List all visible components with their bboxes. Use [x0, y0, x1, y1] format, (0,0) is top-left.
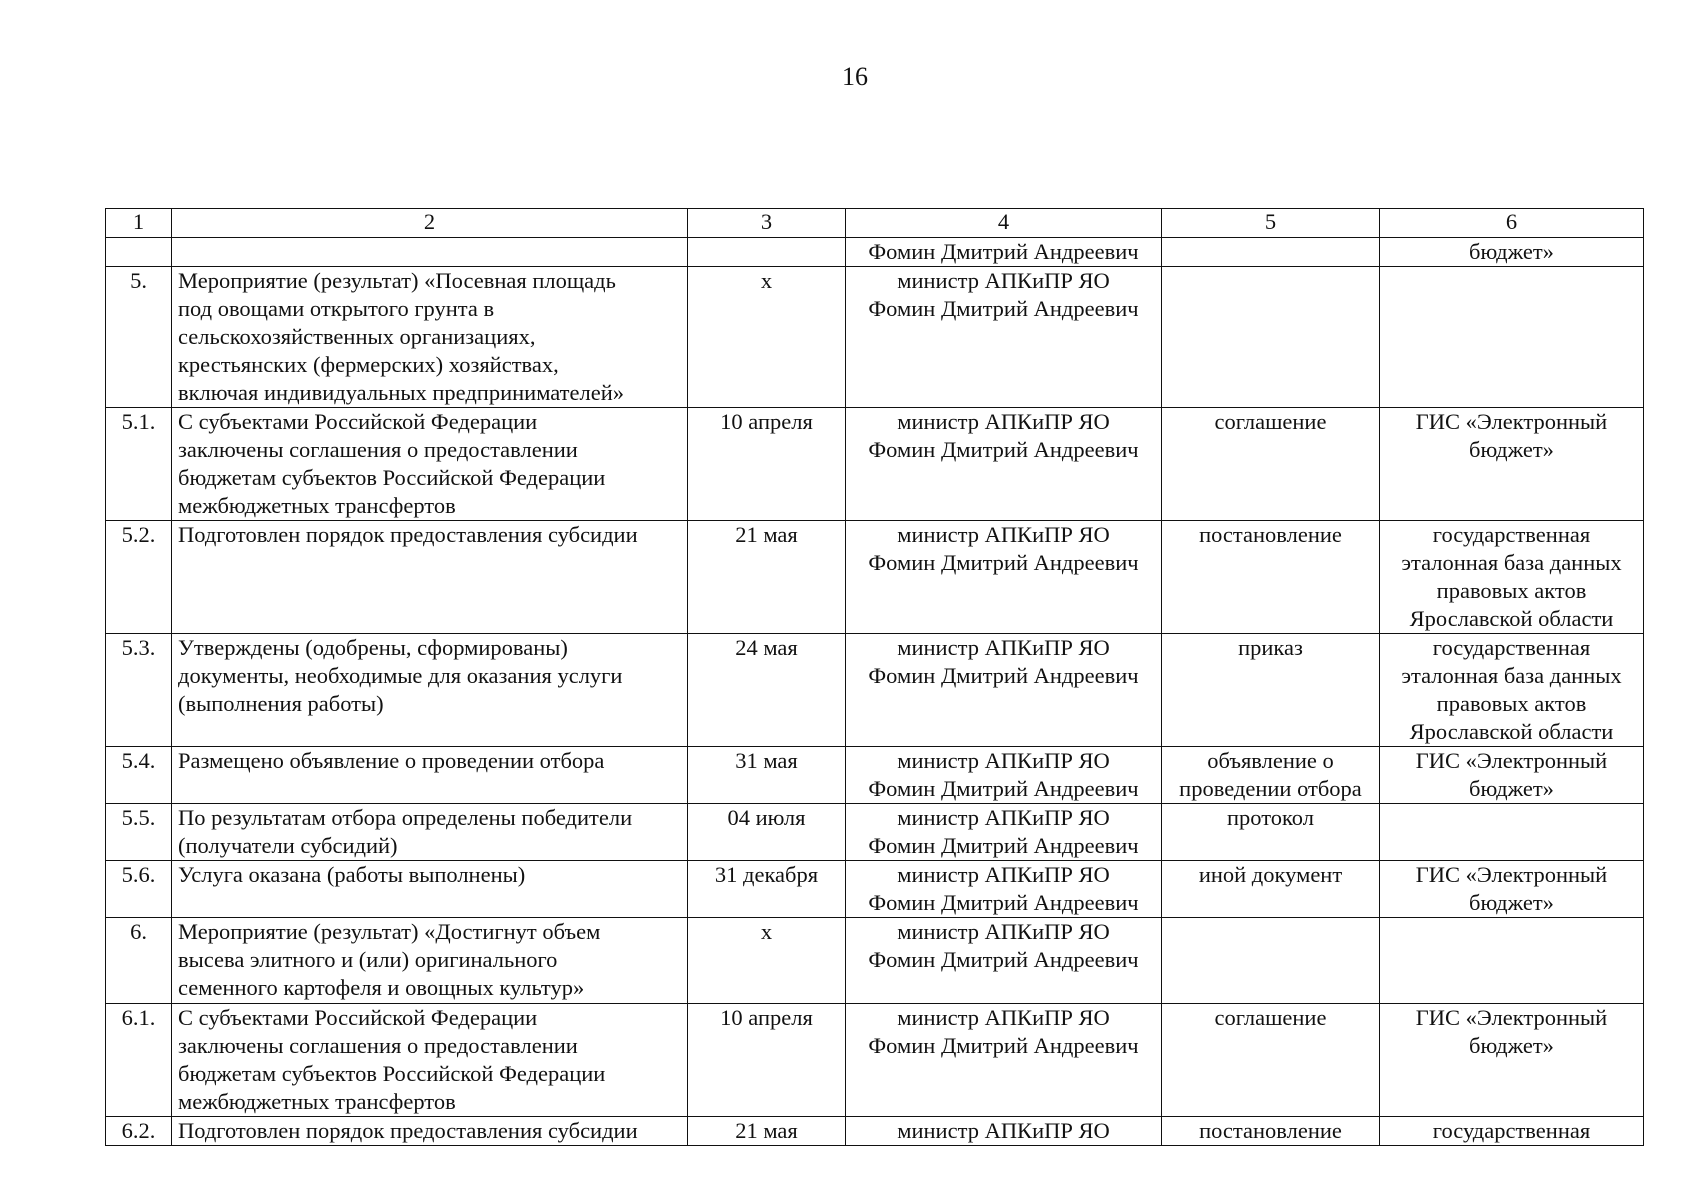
table-row [106, 804, 1644, 861]
table-row [106, 267, 1644, 408]
responsible-cell: министр АПКиПР ЯО [846, 1117, 1162, 1146]
item-name-cell: Подготовлен порядок предоставления субсидии [172, 521, 688, 634]
item-number-cell: 6.1. [106, 1004, 172, 1117]
info-system-cell: ГИС «Электронный бюджет» [1380, 747, 1644, 804]
item-number-cell: 5.5. [106, 804, 172, 861]
document-type-cell: соглашение [1162, 408, 1380, 521]
responsible-cell: министр АПКиПР ЯО Фомин Дмитрий Андреевич [846, 521, 1162, 634]
column-number-cell: 5 [1162, 209, 1380, 238]
item-number-cell: 5. [106, 267, 172, 408]
info-system-cell: государственная эталонная база данных правовых актов Ярославской области [1380, 521, 1644, 634]
table-row [106, 918, 1644, 1004]
document-type-cell: постановление [1162, 521, 1380, 634]
table-row [106, 747, 1644, 804]
column-number-cell: 6 [1380, 209, 1644, 238]
item-name-cell [172, 238, 688, 267]
item-name-cell: Услуга оказана (работы выполнены) [172, 861, 688, 918]
table-row [106, 408, 1644, 521]
info-system-cell: ГИС «Электронный бюджет» [1380, 861, 1644, 918]
item-name-cell: Мероприятие (результат) «Достигнут объем высева элитного и (или) оригинального семенного картофеля и овощных культур» [172, 918, 688, 1004]
item-number-cell: 6.2. [106, 1117, 172, 1146]
deadline-cell: х [688, 267, 846, 408]
responsible-cell: министр АПКиПР ЯО Фомин Дмитрий Андреевич [846, 804, 1162, 861]
document-type-cell [1162, 918, 1380, 1004]
column-number-cell: 2 [172, 209, 688, 238]
activities-table [105, 208, 1644, 1146]
deadline-cell: 31 мая [688, 747, 846, 804]
item-name-cell: Утверждены (одобрены, сформированы) документы, необходимые для оказания услуги (выполнения работы) [172, 634, 688, 747]
document-type-cell: постановление [1162, 1117, 1380, 1146]
info-system-cell [1380, 267, 1644, 408]
document-type-cell [1162, 238, 1380, 267]
responsible-cell: министр АПКиПР ЯО Фомин Дмитрий Андреевич [846, 408, 1162, 521]
info-system-cell: государственная эталонная база данных правовых актов Ярославской области [1380, 634, 1644, 747]
item-name-cell: Подготовлен порядок предоставления субсидии [172, 1117, 688, 1146]
document-type-cell [1162, 267, 1380, 408]
item-number-cell: 5.3. [106, 634, 172, 747]
deadline-cell: 24 мая [688, 634, 846, 747]
item-name-cell: С субъектами Российской Федерации заключены соглашения о предоставлении бюджетам субъектов Российской Федерации межбюджетных трансфертов [172, 1004, 688, 1117]
table-row [106, 1004, 1644, 1117]
deadline-cell [688, 238, 846, 267]
item-name-cell: Мероприятие (результат) «Посевная площадь под овощами открытого грунта в сельскохозяйственных организациях, крестьянских (фермерских) хозяйствах, включая индивидуальных предпринимателей» [172, 267, 688, 408]
item-number-cell: 5.6. [106, 861, 172, 918]
page-number: 16 [842, 62, 868, 91]
item-number-cell: 5.4. [106, 747, 172, 804]
deadline-cell: 21 мая [688, 521, 846, 634]
deadline-cell: х [688, 918, 846, 1004]
column-number-cell: 1 [106, 209, 172, 238]
table-row [106, 634, 1644, 747]
document-type-cell: протокол [1162, 804, 1380, 861]
responsible-cell: министр АПКиПР ЯО Фомин Дмитрий Андреевич [846, 267, 1162, 408]
responsible-cell: министр АПКиПР ЯО Фомин Дмитрий Андреевич [846, 861, 1162, 918]
item-number-cell: 6. [106, 918, 172, 1004]
responsible-cell: министр АПКиПР ЯО Фомин Дмитрий Андреевич [846, 634, 1162, 747]
info-system-cell: ГИС «Электронный бюджет» [1380, 408, 1644, 521]
item-number-cell: 5.1. [106, 408, 172, 521]
table-row [106, 861, 1644, 918]
responsible-cell: министр АПКиПР ЯО Фомин Дмитрий Андреевич [846, 918, 1162, 1004]
info-system-cell: бюджет» [1380, 238, 1644, 267]
responsible-cell: министр АПКиПР ЯО Фомин Дмитрий Андреевич [846, 1004, 1162, 1117]
deadline-cell: 10 апреля [688, 408, 846, 521]
table-row [106, 521, 1644, 634]
responsible-cell: Фомин Дмитрий Андреевич [846, 238, 1162, 267]
column-number-cell: 4 [846, 209, 1162, 238]
item-name-cell: Размещено объявление о проведении отбора [172, 747, 688, 804]
deadline-cell: 10 апреля [688, 1004, 846, 1117]
deadline-cell: 31 декабря [688, 861, 846, 918]
document-type-cell: приказ [1162, 634, 1380, 747]
info-system-cell: государственная [1380, 1117, 1644, 1146]
table-row [106, 1117, 1644, 1146]
item-name-cell: С субъектами Российской Федерации заключены соглашения о предоставлении бюджетам субъектов Российской Федерации межбюджетных трансфертов [172, 408, 688, 521]
document-type-cell: иной документ [1162, 861, 1380, 918]
column-number-cell: 3 [688, 209, 846, 238]
deadline-cell: 21 мая [688, 1117, 846, 1146]
responsible-cell: министр АПКиПР ЯО Фомин Дмитрий Андреевич [846, 747, 1162, 804]
document-type-cell: соглашение [1162, 1004, 1380, 1117]
item-name-cell: По результатам отбора определены победители (получатели субсидий) [172, 804, 688, 861]
info-system-cell [1380, 918, 1644, 1004]
item-number-cell [106, 238, 172, 267]
table-header-row [106, 209, 1644, 238]
deadline-cell: 04 июля [688, 804, 846, 861]
item-number-cell: 5.2. [106, 521, 172, 634]
table-row [106, 238, 1644, 267]
info-system-cell: ГИС «Электронный бюджет» [1380, 1004, 1644, 1117]
document-type-cell: объявление о проведении отбора [1162, 747, 1380, 804]
info-system-cell [1380, 804, 1644, 861]
